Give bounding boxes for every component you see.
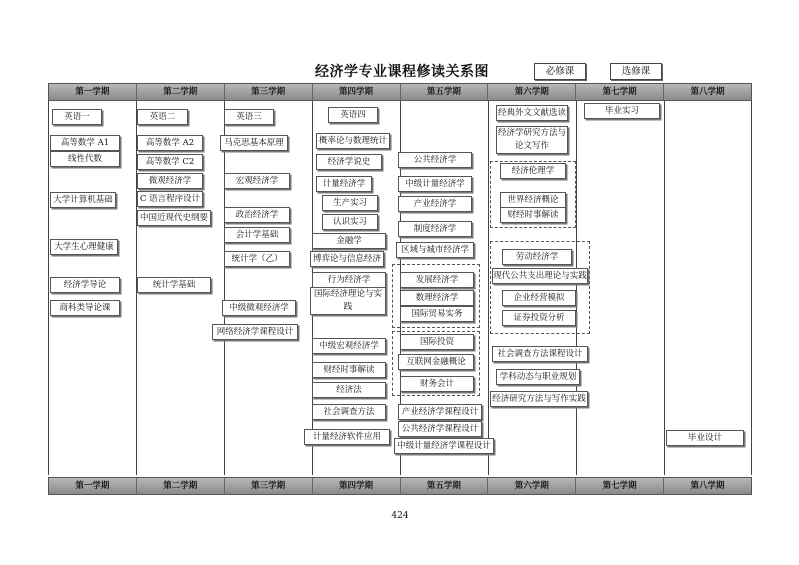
course-box: 马克思基本原理 <box>220 135 288 151</box>
course-box: 区域与城市经济学 <box>396 242 474 258</box>
course-box: 博弈论与信息经济 <box>310 251 384 267</box>
course-box: 经济学说史 <box>316 154 382 170</box>
legend-elective: 选修课 <box>610 63 662 80</box>
course-box: 中级微观经济学 <box>222 300 296 316</box>
course-box: 高等数学 A1 <box>50 135 120 151</box>
course-box: 毕业设计 <box>666 430 744 446</box>
semester-label: 第三学期 <box>225 84 313 100</box>
course-box: 国际贸易实务 <box>400 306 474 322</box>
column-divider <box>224 101 225 475</box>
semester-label: 第四学期 <box>313 478 401 494</box>
column-divider <box>48 101 49 475</box>
course-box: 财务会计 <box>400 376 474 392</box>
legend-required: 必修课 <box>534 63 586 80</box>
course-box: 社会调查方法课程设计 <box>492 346 588 362</box>
course-box: 英语二 <box>137 109 188 125</box>
course-box: 经典外文文献选读 <box>496 105 568 121</box>
semester-label: 第一学期 <box>49 478 137 494</box>
course-box: 认识实习 <box>322 214 378 230</box>
course-box: 行为经济学 <box>312 272 386 288</box>
course-box: 制度经济学 <box>398 221 472 237</box>
semester-label: 第七学期 <box>576 478 664 494</box>
page-number: 424 <box>391 511 409 521</box>
course-box: 现代公共支出理论与实践 <box>492 268 588 284</box>
course-box: 微观经济学 <box>137 173 203 189</box>
course-box: 英语三 <box>224 109 274 125</box>
course-box: 学科动态与职业规划 <box>496 369 580 385</box>
course-box: 经济研究方法与写作实践 <box>490 391 588 407</box>
course-box: 经济学导论 <box>50 277 120 293</box>
course-box: 发展经济学 <box>400 272 474 288</box>
course-box: 英语四 <box>328 107 378 123</box>
semester-header-bottom <box>48 477 752 495</box>
semester-label: 第二学期 <box>137 478 225 494</box>
semester-label: 第八学期 <box>690 481 725 491</box>
course-box: 公共经济学 <box>398 152 472 168</box>
course-box: 会计学基础 <box>224 227 290 243</box>
course-box: 国际经济理论与实践 <box>310 287 386 315</box>
course-box: 概率论与数理统计 <box>316 133 390 149</box>
course-box: 计量经济软件应用 <box>304 429 390 445</box>
course-box: 劳动经济学 <box>502 249 572 265</box>
course-box: 高等数学 C2 <box>137 154 203 170</box>
course-box: 网络经济学课程设计 <box>212 324 298 340</box>
semester-label: 第一学期 <box>49 84 137 100</box>
course-box: 互联网金融概论 <box>398 354 474 370</box>
semester-label: 第七学期 <box>576 84 664 100</box>
course-box: 中级宏观经济学 <box>312 338 386 354</box>
course-box: 证券投资分析 <box>502 310 576 326</box>
course-box: 统计学（乙） <box>224 251 290 267</box>
course-box: 中国近现代史纲要 <box>137 210 211 226</box>
course-box: C 语言程序设计 <box>137 191 203 207</box>
course-box: 高等数学 A2 <box>137 135 203 151</box>
semester-label: 第二学期 <box>137 84 225 100</box>
course-box: 产业经济学课程设计 <box>398 404 482 420</box>
course-box: 生产实习 <box>322 195 378 211</box>
course-box: 线性代数 <box>50 151 120 167</box>
column-divider <box>488 101 489 475</box>
course-box: 企业经营模拟 <box>502 290 576 306</box>
column-divider <box>664 101 665 475</box>
course-box: 国际投资 <box>400 334 474 350</box>
course-box: 财经时事解读 <box>500 207 566 223</box>
course-box: 公共经济学课程设计 <box>398 421 482 437</box>
course-box: 中级计量经济学课程设计 <box>394 438 494 454</box>
semester-label: 第四学期 <box>313 84 401 100</box>
course-box: 宏观经济学 <box>224 173 290 189</box>
course-box: 经济伦理学 <box>500 163 566 179</box>
course-box: 社会调查方法 <box>312 404 386 420</box>
course-box: 大学计算机基础 <box>50 192 116 208</box>
page-title: 经济学专业课程修读关系图 <box>315 64 489 80</box>
course-box: 财经时事解读 <box>312 362 386 378</box>
course-box: 英语一 <box>52 109 102 125</box>
course-box: 中级计量经济学 <box>398 176 472 192</box>
course-box: 世界经济概论 <box>500 192 566 208</box>
course-box: 政治经济学 <box>224 207 290 223</box>
course-box: 大学生心理健康 <box>50 239 118 255</box>
semester-label: 第六学期 <box>488 84 576 100</box>
course-box: 毕业实习 <box>584 103 660 119</box>
course-box: 产业经济学 <box>398 196 472 212</box>
semester-label: 第三学期 <box>225 478 313 494</box>
semester-label: 第五学期 <box>401 84 489 100</box>
course-box: 商科类导论课 <box>50 300 120 316</box>
semester-label: 第八学期 <box>690 87 725 97</box>
semester-label: 第五学期 <box>401 478 489 494</box>
course-box: 经济法 <box>312 382 386 398</box>
course-box: 经济学研究方法与论文写作 <box>496 126 568 154</box>
column-divider <box>751 101 752 475</box>
course-box: 统计学基础 <box>137 277 211 293</box>
course-box: 数理经济学 <box>400 290 474 306</box>
semester-header-top <box>48 83 752 101</box>
course-box: 计量经济学 <box>316 176 372 192</box>
semester-label: 第六学期 <box>488 478 576 494</box>
course-box: 金融学 <box>312 233 386 249</box>
